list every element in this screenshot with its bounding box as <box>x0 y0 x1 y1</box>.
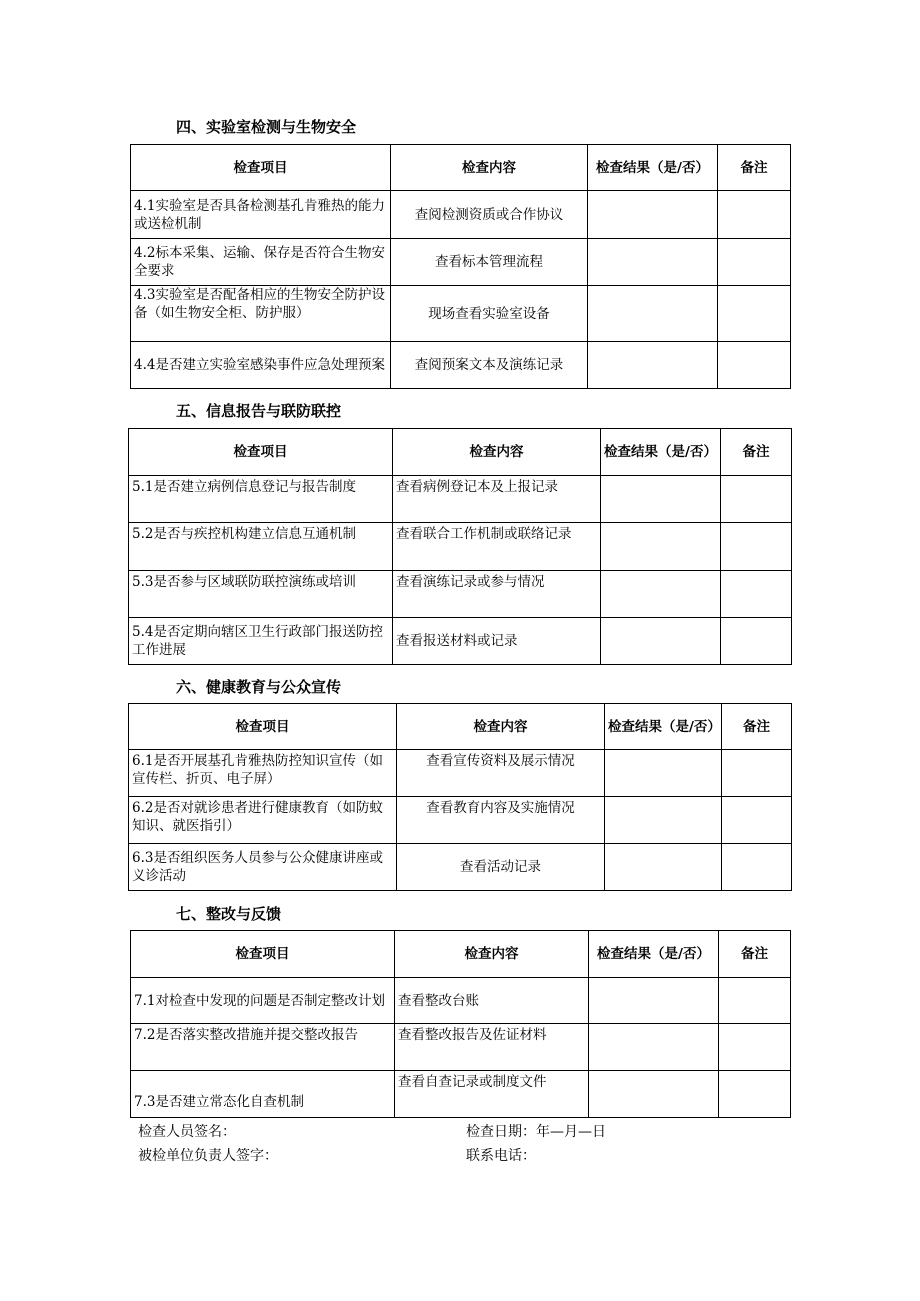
table-row <box>131 1024 791 1071</box>
note-cell[interactable] <box>719 978 791 1024</box>
header-result: 检查结果（是/否） <box>605 704 722 750</box>
section-title-4: 四、实验室检测与生物安全 <box>176 118 357 136</box>
result-cell[interactable] <box>601 523 721 571</box>
table-row <box>131 1071 791 1118</box>
result-cell[interactable] <box>605 797 722 844</box>
result-cell[interactable] <box>589 1024 719 1071</box>
unit-head-signature-label: 被检单位负责人签字： <box>138 1148 278 1164</box>
note-cell[interactable] <box>722 797 792 844</box>
content-cell: 查看报送材料或记录 <box>393 618 601 665</box>
check-table-4 <box>130 144 791 389</box>
header-result: 检查结果（是/否） <box>601 429 721 476</box>
result-cell[interactable] <box>601 571 721 618</box>
header-item: 检查项目 <box>131 145 391 191</box>
header-content: 检查内容 <box>395 931 589 978</box>
result-cell[interactable] <box>601 476 721 523</box>
item-cell: 5.1是否建立病例信息登记与报告制度 <box>129 476 393 523</box>
header-note: 备注 <box>721 429 792 476</box>
note-cell[interactable] <box>718 342 791 389</box>
result-cell[interactable] <box>588 342 718 389</box>
content-cell: 现场查看实验室设备 <box>391 286 588 342</box>
content-cell: 查阅检测资质或合作协议 <box>391 191 588 239</box>
item-cell: 6.3是否组织医务人员参与公众健康讲座或义诊活动 <box>129 844 397 891</box>
note-cell[interactable] <box>718 239 791 286</box>
item-cell: 6.2是否对就诊患者进行健康教育（如防蚊知识、就医指引） <box>129 797 397 844</box>
header-item: 检查项目 <box>131 931 395 978</box>
note-cell[interactable] <box>719 1071 791 1118</box>
item-cell: 4.3实验室是否配备相应的生物安全防护设备（如生物安全柜、防护服） <box>131 286 391 342</box>
note-cell[interactable] <box>722 844 792 891</box>
table-row <box>131 239 791 286</box>
table-row <box>129 797 792 844</box>
content-cell: 查看活动记录 <box>397 844 605 891</box>
header-item: 检查项目 <box>129 429 393 476</box>
header-content: 检查内容 <box>393 429 601 476</box>
section-title-7: 七、整改与反馈 <box>176 905 282 923</box>
content-cell: 查看自查记录或制度文件 <box>395 1071 589 1118</box>
header-note: 备注 <box>722 704 792 750</box>
check-table-7 <box>130 930 791 1118</box>
note-cell[interactable] <box>722 750 792 797</box>
table-row <box>129 571 792 618</box>
check-table-6 <box>128 703 792 891</box>
item-cell: 5.4是否定期向辖区卫生行政部门报送防控工作进展 <box>129 618 393 665</box>
note-cell[interactable] <box>721 476 792 523</box>
item-cell: 4.2标本采集、运输、保存是否符合生物安全要求 <box>131 239 391 286</box>
inspection-date-label: 检查日期：年—月—日 <box>466 1124 606 1140</box>
section-title-5: 五、信息报告与联防联控 <box>176 402 342 420</box>
result-cell[interactable] <box>588 239 718 286</box>
note-cell[interactable] <box>718 191 791 239</box>
table-row <box>131 978 791 1024</box>
table-row <box>129 476 792 523</box>
content-cell: 查看联合工作机制或联络记录 <box>393 523 601 571</box>
result-cell[interactable] <box>588 286 718 342</box>
check-table-5 <box>128 428 792 665</box>
result-cell[interactable] <box>605 750 722 797</box>
table-row <box>129 844 792 891</box>
table-row <box>131 191 791 239</box>
header-result: 检查结果（是/否） <box>588 145 718 191</box>
item-cell: 4.4是否建立实验室感染事件应急处理预案 <box>131 342 391 389</box>
result-cell[interactable] <box>605 844 722 891</box>
header-note: 备注 <box>718 145 791 191</box>
content-cell: 查看整改台账 <box>395 978 589 1024</box>
header-note: 备注 <box>719 931 791 978</box>
content-cell: 查看标本管理流程 <box>391 239 588 286</box>
section-title-6: 六、健康教育与公众宣传 <box>176 678 342 696</box>
content-cell: 查看病例登记本及上报记录 <box>393 476 601 523</box>
result-cell[interactable] <box>588 191 718 239</box>
note-cell[interactable] <box>721 571 792 618</box>
result-cell[interactable] <box>589 1071 719 1118</box>
header-content: 检查内容 <box>397 704 605 750</box>
note-cell[interactable] <box>721 523 792 571</box>
item-cell: 6.1是否开展基孔肯雅热防控知识宣传（如宣传栏、折页、电子屏） <box>129 750 397 797</box>
result-cell[interactable] <box>601 618 721 665</box>
header-content: 检查内容 <box>391 145 588 191</box>
content-cell: 查阅预案文本及演练记录 <box>391 342 588 389</box>
item-cell: 7.1对检查中发现的问题是否制定整改计划 <box>131 978 395 1024</box>
table-row <box>131 342 791 389</box>
result-cell[interactable] <box>589 978 719 1024</box>
header-item: 检查项目 <box>129 704 397 750</box>
contact-phone-label: 联系电话： <box>466 1148 536 1164</box>
table-row <box>129 750 792 797</box>
item-cell: 5.3是否参与区域联防联控演练或培训 <box>129 571 393 618</box>
note-cell[interactable] <box>721 618 792 665</box>
inspector-signature-label: 检查人员签名： <box>138 1124 236 1140</box>
content-cell: 查看教育内容及实施情况 <box>397 797 605 844</box>
note-cell[interactable] <box>719 1024 791 1071</box>
item-cell: 7.3是否建立常态化自查机制 <box>131 1071 395 1118</box>
item-cell: 5.2是否与疾控机构建立信息互通机制 <box>129 523 393 571</box>
table-row <box>131 286 791 342</box>
item-cell: 4.1实验室是否具备检测基孔肯雅热的能力或送检机制 <box>131 191 391 239</box>
note-cell[interactable] <box>718 286 791 342</box>
content-cell: 查看宣传资料及展示情况 <box>397 750 605 797</box>
content-cell: 查看演练记录或参与情况 <box>393 571 601 618</box>
content-cell: 查看整改报告及佐证材料 <box>395 1024 589 1071</box>
table-row <box>129 523 792 571</box>
table-row <box>129 618 792 665</box>
header-result: 检查结果（是/否） <box>589 931 719 978</box>
item-cell: 7.2是否落实整改措施并提交整改报告 <box>131 1024 395 1071</box>
